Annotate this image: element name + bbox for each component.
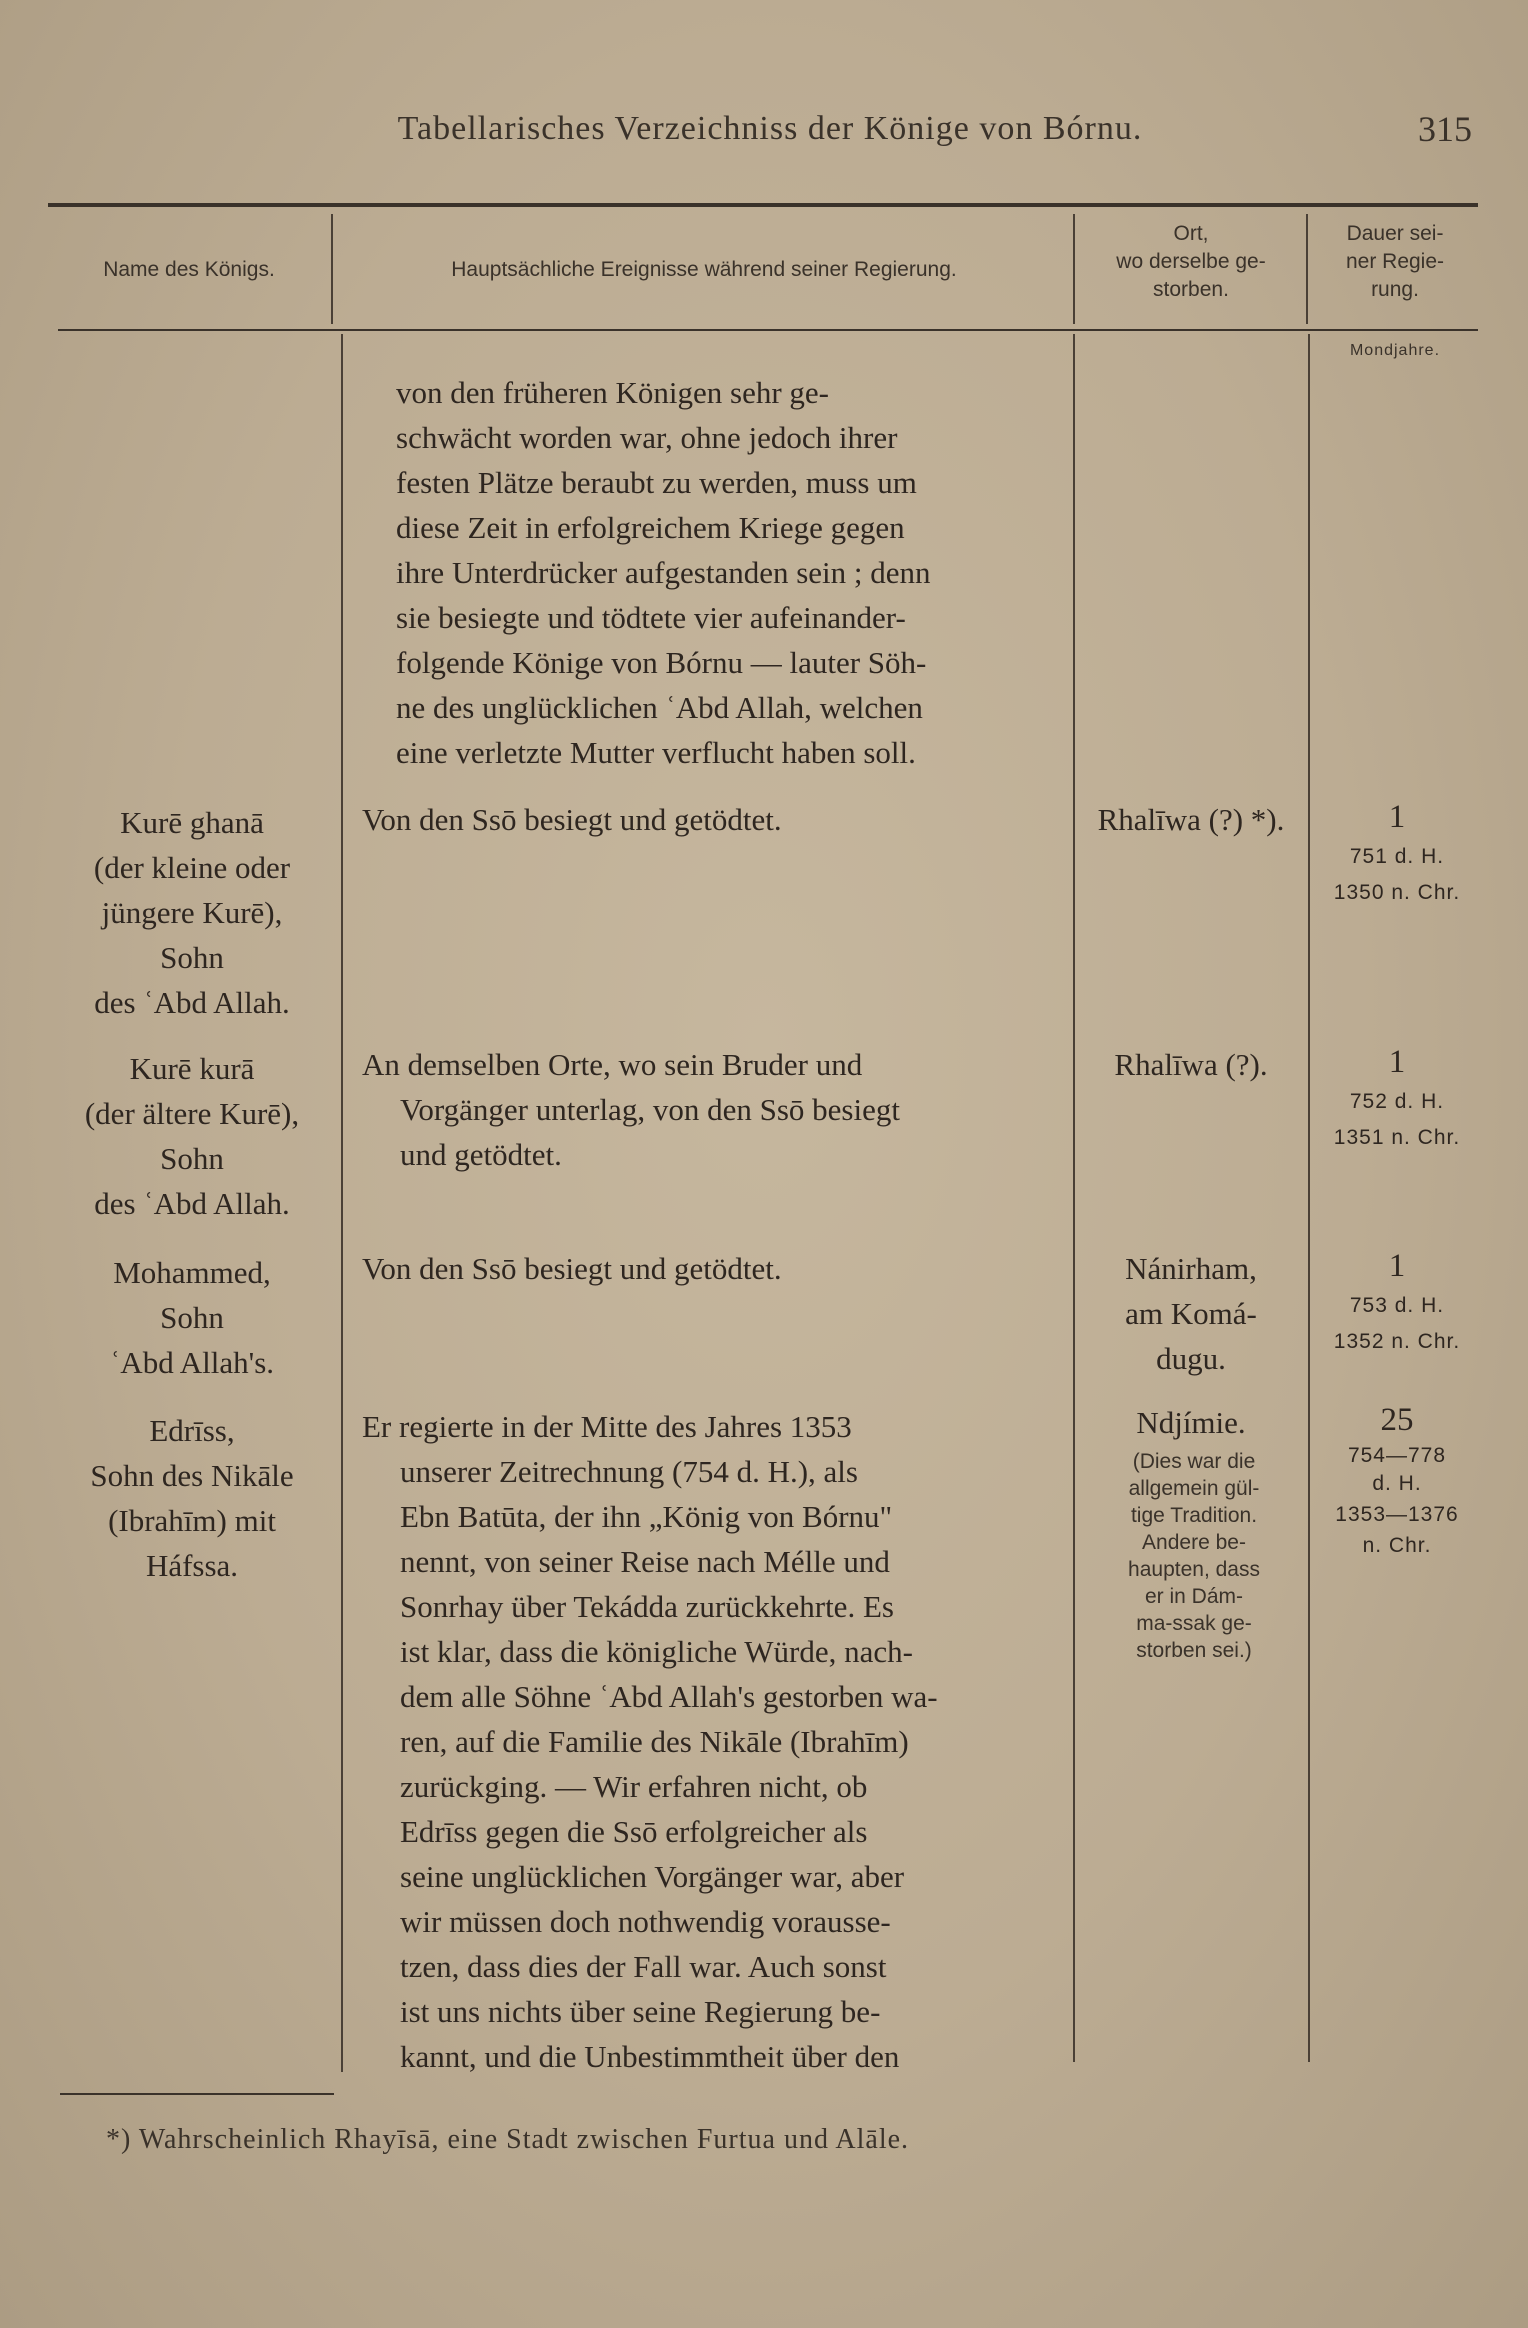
header-duration-line: Dauer sei- — [1346, 222, 1444, 245]
place-cell — [1080, 1400, 1302, 1445]
duration-years: 1 — [1388, 1248, 1406, 1284]
column-divider — [341, 334, 343, 2072]
column-divider — [1308, 334, 1310, 2062]
events-line: wir müssen doch nothwendig voraussе- — [400, 1904, 891, 1939]
duration-cell — [1312, 1040, 1482, 1156]
header-divider — [1073, 214, 1075, 324]
events-line: Er regierte in der Mitte des Jahres 1353 — [362, 1409, 852, 1444]
king-name-cell — [52, 1250, 332, 1385]
header-divider — [1306, 214, 1308, 324]
header-place-line: wo derselbe ge- — [1116, 250, 1266, 273]
footnote: *) Wahrscheinlich Rhayīsā, eine Stadt zwischen Furtua und Alāle. — [106, 2124, 910, 2155]
king-name-line: Mohammed, — [113, 1255, 271, 1290]
events-line: festen Plätze beraubt zu werden, muss um — [396, 465, 917, 500]
events-line: ihre Unterdrücker aufgestanden sein ; denn — [396, 555, 931, 590]
king-name-line: ʿAbd Allah's. — [109, 1345, 275, 1380]
king-name-line: Sohn — [160, 1300, 224, 1335]
place-cell — [1080, 797, 1302, 842]
events-line: Von den Ssō besiegt und getödtet. — [362, 802, 782, 837]
place-note-line: haupten, dass — [1128, 1558, 1260, 1581]
events-line: tzen, dass dies der Fall war. Auch sonst — [400, 1949, 887, 1984]
place-note-line: (Dies war die — [1132, 1450, 1256, 1473]
events-line: Edrīss gegen die Ssō erfolgreicher als — [400, 1814, 868, 1849]
king-name-line: jüngere Kurē), — [101, 895, 283, 930]
events-line: Vorgänger unterlag, von den Ssō besiegt — [400, 1092, 900, 1127]
events-line: nennt, von seiner Reise nach Mélle und — [400, 1544, 890, 1579]
events-cell — [362, 797, 1062, 842]
events-line: Sonrhay über Tekádda zurückkehrte. Es — [400, 1589, 894, 1624]
duration-date: 1350 n. Chr. — [1333, 881, 1461, 904]
events-cell — [362, 1404, 1062, 2079]
king-name-line: Sohn — [160, 940, 224, 975]
place-note-line: allgemein gül- — [1128, 1477, 1260, 1500]
events-line: ist klar, dass die königliche Würde, nach- — [400, 1634, 913, 1669]
duration-date: 1353—1376 — [1335, 1503, 1459, 1526]
events-line: und getödtet. — [400, 1137, 562, 1172]
header-rule — [58, 329, 1478, 331]
duration-cell — [1312, 1244, 1482, 1360]
king-name-line: Kurē kurā — [129, 1051, 255, 1086]
events-cell — [362, 1042, 1062, 1177]
duration-date: 1351 n. Chr. — [1333, 1126, 1461, 1149]
place-cell — [1080, 1246, 1302, 1381]
place-note-line: Andere be- — [1142, 1531, 1246, 1554]
king-name-line: (Ibrahīm) mit — [108, 1503, 276, 1538]
events-line: seine unglücklichen Vorgänger war, aber — [400, 1859, 905, 1894]
king-name-line: (der kleine oder — [93, 850, 291, 885]
duration-date: 754—778 — [1347, 1444, 1447, 1467]
top-rule — [48, 203, 1478, 207]
place-line: Rhalīwa (?). — [1114, 1047, 1268, 1082]
events-line: ren, auf die Familie des Nikāle (Ibrahīm) — [400, 1724, 909, 1759]
duration-date: 752 d. H. — [1349, 1090, 1445, 1113]
place-line: Ndjímie. — [1136, 1405, 1246, 1440]
duration-cell — [1312, 1398, 1482, 1560]
events-line: zurückging. — Wir erfahren nicht, ob — [400, 1769, 868, 1804]
place-note-line: storben sei.) — [1136, 1639, 1252, 1662]
header-duration — [1308, 220, 1482, 304]
header-events: Hauptsächliche Ereignisse während seiner Regierung. — [451, 258, 957, 281]
king-name-cell — [52, 800, 332, 1025]
events-cell-continuation — [396, 370, 1060, 775]
place-note — [1094, 1448, 1294, 1664]
duration-cell — [1312, 795, 1482, 911]
king-name-line: Sohn des Nikāle — [90, 1458, 294, 1493]
footnote-rule — [60, 2093, 334, 2095]
duration-years: 1 — [1388, 1044, 1406, 1080]
duration-date: d. H. — [1372, 1472, 1422, 1495]
events-line: eine verletzte Mutter verflucht haben soll. — [396, 735, 916, 770]
king-name-line: Kurē ghanā — [120, 805, 264, 840]
king-name-line: (der ältere Kurē), — [84, 1096, 300, 1131]
place-note-line: tige Tradition. — [1130, 1504, 1258, 1527]
king-name-line: Edrīss, — [149, 1413, 235, 1448]
column-divider — [1073, 334, 1075, 2062]
events-line: ist uns nichts über seine Regierung be- — [400, 1994, 881, 2029]
header-name: Name des Königs. — [103, 258, 275, 281]
header-duration-line: ner Regie- — [1345, 250, 1445, 273]
header-place-line: storben. — [1153, 278, 1229, 301]
events-cell — [362, 1246, 1062, 1291]
king-name-line: des ʿAbd Allah. — [94, 985, 290, 1020]
place-line: Rhalīwa (?) *). — [1097, 802, 1285, 837]
king-name-cell — [52, 1408, 332, 1588]
events-line: Ebn Batūta, der ihn „König von Bórnu" — [400, 1499, 893, 1534]
duration-date: 753 d. H. — [1349, 1294, 1445, 1317]
header-duration-line: rung. — [1371, 278, 1419, 301]
place-line: dugu. — [1156, 1341, 1226, 1376]
place-cell — [1080, 1042, 1302, 1087]
place-note-line: er in Dám- — [1144, 1585, 1244, 1608]
duration-date: 1352 n. Chr. — [1333, 1330, 1461, 1353]
events-line: folgende Könige von Bórnu — lauter Söh- — [396, 645, 927, 680]
king-name-line: Háfssa. — [145, 1548, 239, 1583]
events-line: sie besiegte und tödtete vier aufeinander- — [396, 600, 906, 635]
events-line: ne des unglücklichen ʿAbd Allah, welchen — [396, 690, 923, 725]
king-name-cell — [52, 1046, 332, 1226]
duration-years: 1 — [1388, 799, 1406, 835]
events-line: dem alle Söhne ʿAbd Allah's gestorben wa- — [400, 1679, 938, 1714]
running-head: Tabellarisches Verzeichniss der Könige von Bórnu. — [397, 110, 1143, 147]
events-line: Von den Ssō besiegt und getödtet. — [362, 1251, 782, 1286]
header-place — [1076, 220, 1306, 304]
place-line: Nánirham, — [1125, 1251, 1257, 1286]
events-line: kannt, und die Unbestimmtheit über den — [400, 2039, 900, 2074]
page-number: 315 — [1418, 109, 1472, 149]
events-line: An demselben Orte, wo sein Bruder und — [362, 1047, 863, 1082]
events-line: unserer Zeitrechnung (754 d. H.), als — [400, 1454, 858, 1489]
duration-unit-label: Mondjahre. — [1349, 342, 1441, 359]
events-line: schwächt worden war, ohne jedoch ihrer — [396, 420, 898, 455]
place-line: am Komá- — [1125, 1296, 1257, 1331]
king-name-line: des ʿAbd Allah. — [94, 1186, 290, 1221]
duration-date: n. Chr. — [1362, 1534, 1432, 1557]
king-name-line: Sohn — [160, 1141, 224, 1176]
header-divider — [331, 214, 333, 324]
events-line: diese Zeit in erfolgreichem Kriege gegen — [396, 510, 905, 545]
place-note-line: ma-ssak ge- — [1136, 1612, 1252, 1635]
duration-date: 751 d. H. — [1349, 845, 1445, 868]
header-place-line: Ort, — [1173, 222, 1209, 245]
events-line: von den früheren Königen sehr ge- — [396, 375, 829, 410]
duration-years: 25 — [1380, 1402, 1414, 1438]
